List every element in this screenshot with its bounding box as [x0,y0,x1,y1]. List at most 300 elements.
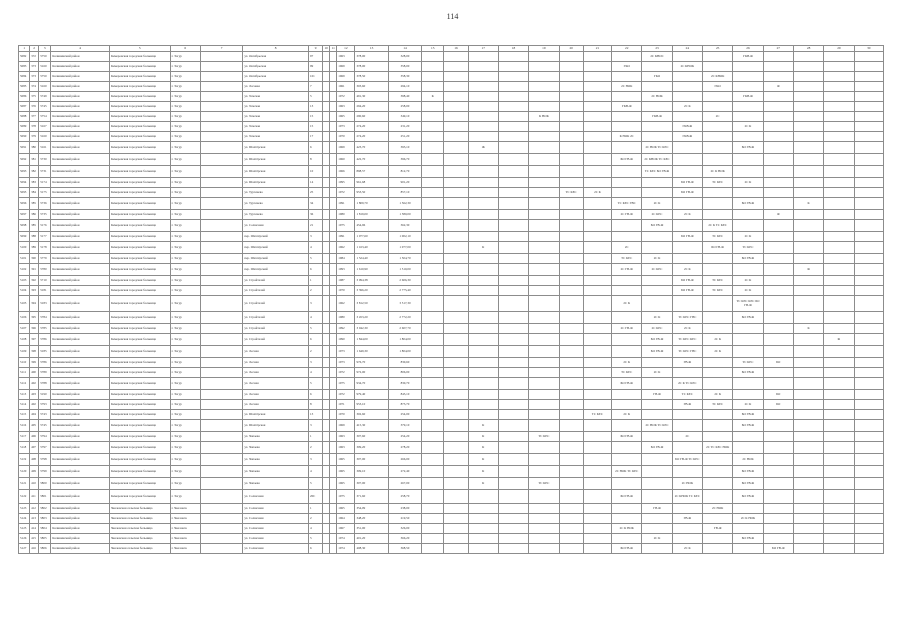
table-cell [498,286,528,296]
table-cell: 1963 [337,102,355,112]
table-cell [612,390,642,400]
table-cell: 375 [30,92,39,102]
table-cell [422,112,444,122]
table-cell [793,132,823,142]
table-cell [612,220,642,232]
table-cell: Кемеровская городская больница [109,368,170,378]
table-cell [330,400,337,410]
table-cell: ГВ-Ф [672,358,702,368]
table-cell [733,442,763,454]
table-cell: г. Тогур [170,368,200,378]
table-cell: 1991 [337,232,355,242]
table-cell [672,524,702,534]
table-cell [583,312,611,324]
table-cell [559,198,583,210]
table-cell [200,442,242,454]
column-number: 26 [733,46,763,52]
table-cell [824,324,854,334]
table-cell: 402 [30,378,39,390]
table-cell: 5083 [19,62,30,72]
table-cell: 3 [308,232,322,242]
table-cell [703,62,733,72]
table-cell [763,264,793,276]
table-cell: Кемеровская городская больница [109,276,170,286]
table-row [19,490,884,504]
table-cell [854,82,883,92]
table-cell: 2С НОК ТС КЕС [612,466,642,478]
table-cell [559,420,583,432]
table-cell [323,358,330,368]
table-cell: 21 [308,220,322,232]
table-cell: Кемеровская городская больница [109,112,170,122]
table-cell: 2С К [672,264,702,276]
table-cell [468,166,498,178]
table-cell [498,490,528,504]
table-cell [824,254,854,264]
table-cell [323,102,330,112]
table-cell [763,454,793,466]
table-cell [824,132,854,142]
table-cell [824,312,854,324]
table-cell: ТС КЕС КЕС БО ГВ-Ф [733,296,763,312]
table-cell [444,490,468,504]
table-cell: 5 [308,478,322,490]
table-cell [422,442,444,454]
table-cell: К [468,478,498,490]
table-cell [583,92,611,102]
table-cell [672,296,702,312]
table-cell [672,242,702,254]
table-cell [444,442,468,454]
table-cell [672,220,702,232]
table-cell: 830,60 [388,358,421,368]
table-cell: 3 812,50 [355,296,388,312]
table-cell [559,478,583,490]
table-cell [529,92,559,102]
table-cell: 5167 [39,122,51,132]
table-cell [763,154,793,166]
table-cell [422,166,444,178]
table-row [19,112,884,122]
table-cell [763,102,793,112]
table-cell [583,378,611,390]
table-cell [733,378,763,390]
table-cell: К [468,242,498,254]
table-cell [612,92,642,102]
table-cell [763,166,793,178]
table-cell: ул. Лесная [243,368,309,378]
table-cell [672,534,702,544]
table-cell: ТС КЕС [559,188,583,198]
table-cell: г. Тогур [170,166,200,178]
table-cell: ул. Солнечная [243,524,309,534]
table-cell: ГКО [612,62,642,72]
table-cell: Чкаловская сельская больница [109,544,170,554]
table-cell: 34 [308,198,322,210]
table-cell: 5801 [39,490,51,504]
table-cell [793,296,823,312]
table-cell: 1 804,00 [388,346,421,358]
table-cell [763,378,793,390]
table-cell: 5096 [19,198,30,210]
table-cell [559,466,583,478]
table-cell: 368,50 [388,544,421,554]
table-cell [763,420,793,432]
table-cell [763,490,793,504]
table-cell [642,286,672,296]
table-cell: 2С К [642,254,672,264]
table-cell: 2С К НОК [703,166,733,178]
table-cell [824,286,854,296]
table-cell: Калининский район [51,514,110,524]
table-cell [583,264,611,276]
table-cell [468,286,498,296]
table-cell [793,312,823,324]
table-cell: ул. Чапаева [243,478,309,490]
table-cell: Кемеровская городская больница [109,286,170,296]
table-cell [323,410,330,420]
table-cell: г. Тогур [170,442,200,454]
table-cell [468,534,498,544]
table-cell: 1969 [337,72,355,82]
table-cell: 409 [30,466,39,478]
table-cell: 219,50 [388,514,421,524]
table-row [19,62,884,72]
table-cell [793,454,823,466]
table-cell [824,296,854,312]
table-cell [444,210,468,220]
table-cell: Чкаловская сельская больница [109,524,170,534]
table-row [19,420,884,432]
table-cell [672,368,702,378]
table-cell [612,312,642,324]
table-cell: 5116 [19,420,30,432]
table-cell [468,122,498,132]
table-cell [854,334,883,346]
table-cell: 3 396,20 [355,286,388,296]
table-cell: ул. Томская [243,92,309,102]
table-cell [468,62,498,72]
table-cell [200,466,242,478]
table-cell [444,312,468,324]
table-cell: 5112 [19,378,30,390]
table-cell [763,432,793,442]
table-cell [323,242,330,254]
table-cell [612,232,642,242]
table-cell: Калининский район [51,112,110,122]
table-cell: ул. Солнечная [243,534,309,544]
table-cell: 1 580,00 [388,210,421,220]
table-cell [498,312,528,324]
table-cell [583,454,611,466]
table-cell [330,390,337,400]
table-cell: Кемеровская городская больница [109,390,170,400]
table-cell: 5118 [19,442,30,454]
table-cell: пер. Шахтёрский [243,232,309,242]
table-cell: г. Чкаловск [170,534,200,544]
table-cell [200,198,242,210]
table-cell: 1963 [337,52,355,62]
table-cell [642,400,672,410]
table-cell [612,188,642,198]
table-cell: 2С НОК [672,478,702,490]
table-cell [444,504,468,514]
table-cell [854,358,883,368]
table-cell: г. Тогур [170,82,200,92]
table-cell: ул. Октябрьская [243,72,309,82]
table-cell [330,524,337,534]
table-cell: 1973 [337,346,355,358]
table-cell [330,504,337,514]
table-cell: г. Тогур [170,454,200,466]
table-cell [824,390,854,400]
table-cell [559,312,583,324]
table-cell [444,264,468,276]
table-cell [498,242,528,254]
table-row [19,454,884,466]
table-cell [703,410,733,420]
table-cell: 1965 [337,478,355,490]
table-cell [498,112,528,122]
table-cell [612,334,642,346]
table-cell [468,198,498,210]
table-cell: 2 [308,346,322,358]
table-cell: 392 [30,276,39,286]
table-row [19,312,884,324]
table-cell [733,324,763,334]
table-cell [498,82,528,92]
table-cell: 416 [30,544,39,554]
table-cell [498,432,528,442]
table-cell: 2С КЕС [642,324,672,334]
table-cell [468,390,498,400]
table-cell [733,334,763,346]
table-cell [583,478,611,490]
table-cell [422,534,444,544]
table-cell: 1987 [337,276,355,286]
table-cell: Кемеровская городская больница [109,62,170,72]
table-cell: пер. Шахтёрский [243,264,309,276]
table-cell: 1961 [337,82,355,92]
table-cell [468,264,498,276]
table-cell [824,232,854,242]
table-cell [200,400,242,410]
column-number: 28 [793,46,823,52]
table-cell [444,544,468,554]
table-cell: 3 [308,358,322,368]
table-row [19,220,884,232]
table-cell [583,112,611,122]
table-cell [642,242,672,254]
table-cell: ТС КЕС [703,276,733,286]
table-cell [583,534,611,544]
table-cell: 326,00 [388,524,421,534]
table-cell: Кемеровская городская больница [109,178,170,188]
table-cell: 2 [308,442,322,454]
table-cell: ГКО [642,72,672,82]
table-cell [854,198,883,210]
table-cell: ул. Шахтёрская [243,410,309,420]
table-cell: ул. Шахтёрская [243,142,309,154]
table-cell [323,346,330,358]
table-cell: 4 [308,312,322,324]
table-cell [763,52,793,62]
table-cell [330,62,337,72]
table-row [19,432,884,442]
table-cell: 412 [30,504,39,514]
table-cell: 8 [308,154,322,166]
table-cell: ГВ-Ф [672,400,702,410]
table-cell: 423,70 [355,142,388,154]
table-cell: 294,20 [355,102,388,112]
table-cell: 2С К ТС КЕС [672,378,702,390]
table-cell [498,514,528,524]
table-cell: ТС КЕС [583,410,611,420]
table-cell [468,490,498,504]
table-row [19,504,884,514]
table-cell [444,466,468,478]
table-cell: К НОК 2С [612,132,642,142]
table-cell [330,242,337,254]
table-cell: Калининский район [51,52,110,62]
table-cell [854,220,883,232]
table-cell [330,122,337,132]
table-cell: 2С КЕС [642,210,672,220]
table-cell [323,154,330,166]
table-cell [763,286,793,296]
table-cell [422,188,444,198]
table-cell: 5107 [19,324,30,334]
table-cell: 976,70 [355,358,388,368]
table-cell [642,544,672,554]
table-cell [824,432,854,442]
table-cell [672,112,702,122]
column-number: 22 [612,46,642,52]
table-cell [854,454,883,466]
table-cell [583,178,611,188]
table-cell [468,178,498,188]
table-cell [854,346,883,358]
table-cell [854,264,883,276]
table-cell [444,368,468,378]
table-cell: Кемеровская городская больница [109,466,170,478]
table-cell [468,504,498,514]
table-cell [444,142,468,154]
table-cell: Кемеровская городская больница [109,420,170,432]
table-cell: Кемеровская городская больница [109,432,170,442]
table-cell: 25 [308,188,322,198]
table-cell [323,82,330,92]
table-cell [793,534,823,544]
table-cell [824,466,854,478]
table-cell [703,264,733,276]
table-cell [330,132,337,142]
table-cell [583,346,611,358]
table-cell: 378,00 [355,52,388,62]
table-cell [854,232,883,242]
table-cell: 274,20 [355,122,388,132]
table-cell: Кемеровская городская больница [109,166,170,178]
table-cell: 5743 [39,410,51,420]
table-cell: 953,50 [355,188,388,198]
table-cell [612,442,642,454]
table-cell: Калининский район [51,154,110,166]
table-cell [529,544,559,554]
table-cell [468,324,498,334]
table-cell [529,420,559,432]
table-cell: 15 [308,112,322,122]
table-cell: 5750 [39,72,51,82]
column-number: 11 [331,45,335,50]
table-cell [854,72,883,82]
table-cell [672,442,702,454]
table-cell [422,264,444,276]
table-cell [200,62,242,72]
table-cell [703,312,733,324]
table-cell [498,264,528,276]
table-cell [323,92,330,102]
table-cell: 1972 [337,368,355,378]
table-cell: 5111 [19,368,30,378]
table-cell [529,312,559,324]
table-cell: Калининский район [51,454,110,466]
table-cell [703,102,733,112]
table-cell: 2С [703,112,733,122]
table-cell [330,210,337,220]
table-cell [422,132,444,142]
table-cell [444,122,468,132]
table-cell: 5735 [39,210,51,220]
table-cell: 5793 [39,400,51,410]
table-cell: 972,00 [355,368,388,378]
table-cell: ТС КЕС [612,254,642,264]
table-cell [323,504,330,514]
table-cell: 5126 [19,534,30,544]
table-cell [529,178,559,188]
table-cell: 358,30 [388,72,421,82]
table-cell [793,92,823,102]
table-cell: 1980 [337,210,355,220]
table-cell: Калининский район [51,242,110,254]
table-cell [200,524,242,534]
table-cell [330,154,337,166]
table-cell [498,524,528,534]
table-cell: 5092 [19,154,30,166]
table-cell [612,276,642,286]
table-cell: 414 [30,524,39,534]
table-cell [793,286,823,296]
table-cell [330,358,337,368]
table-cell: г. Тогур [170,490,200,504]
table-cell: г. Тогур [170,312,200,324]
table-cell [824,112,854,122]
table-cell [468,346,498,358]
table-cell [824,454,854,466]
table-cell [444,390,468,400]
table-cell [763,478,793,490]
table-cell: 396,70 [388,154,421,166]
table-cell: ТС КЕС ГВС [672,346,702,358]
table-cell: БО [763,390,793,400]
table-cell: 413 [30,514,39,524]
table-cell: 2С [612,242,642,254]
table-cell [330,264,337,276]
table-cell [793,390,823,400]
table-cell [703,122,733,132]
table-cell: Калининский район [51,442,110,454]
table-cell: ГВ-Ф [672,514,702,524]
table-cell [612,478,642,490]
